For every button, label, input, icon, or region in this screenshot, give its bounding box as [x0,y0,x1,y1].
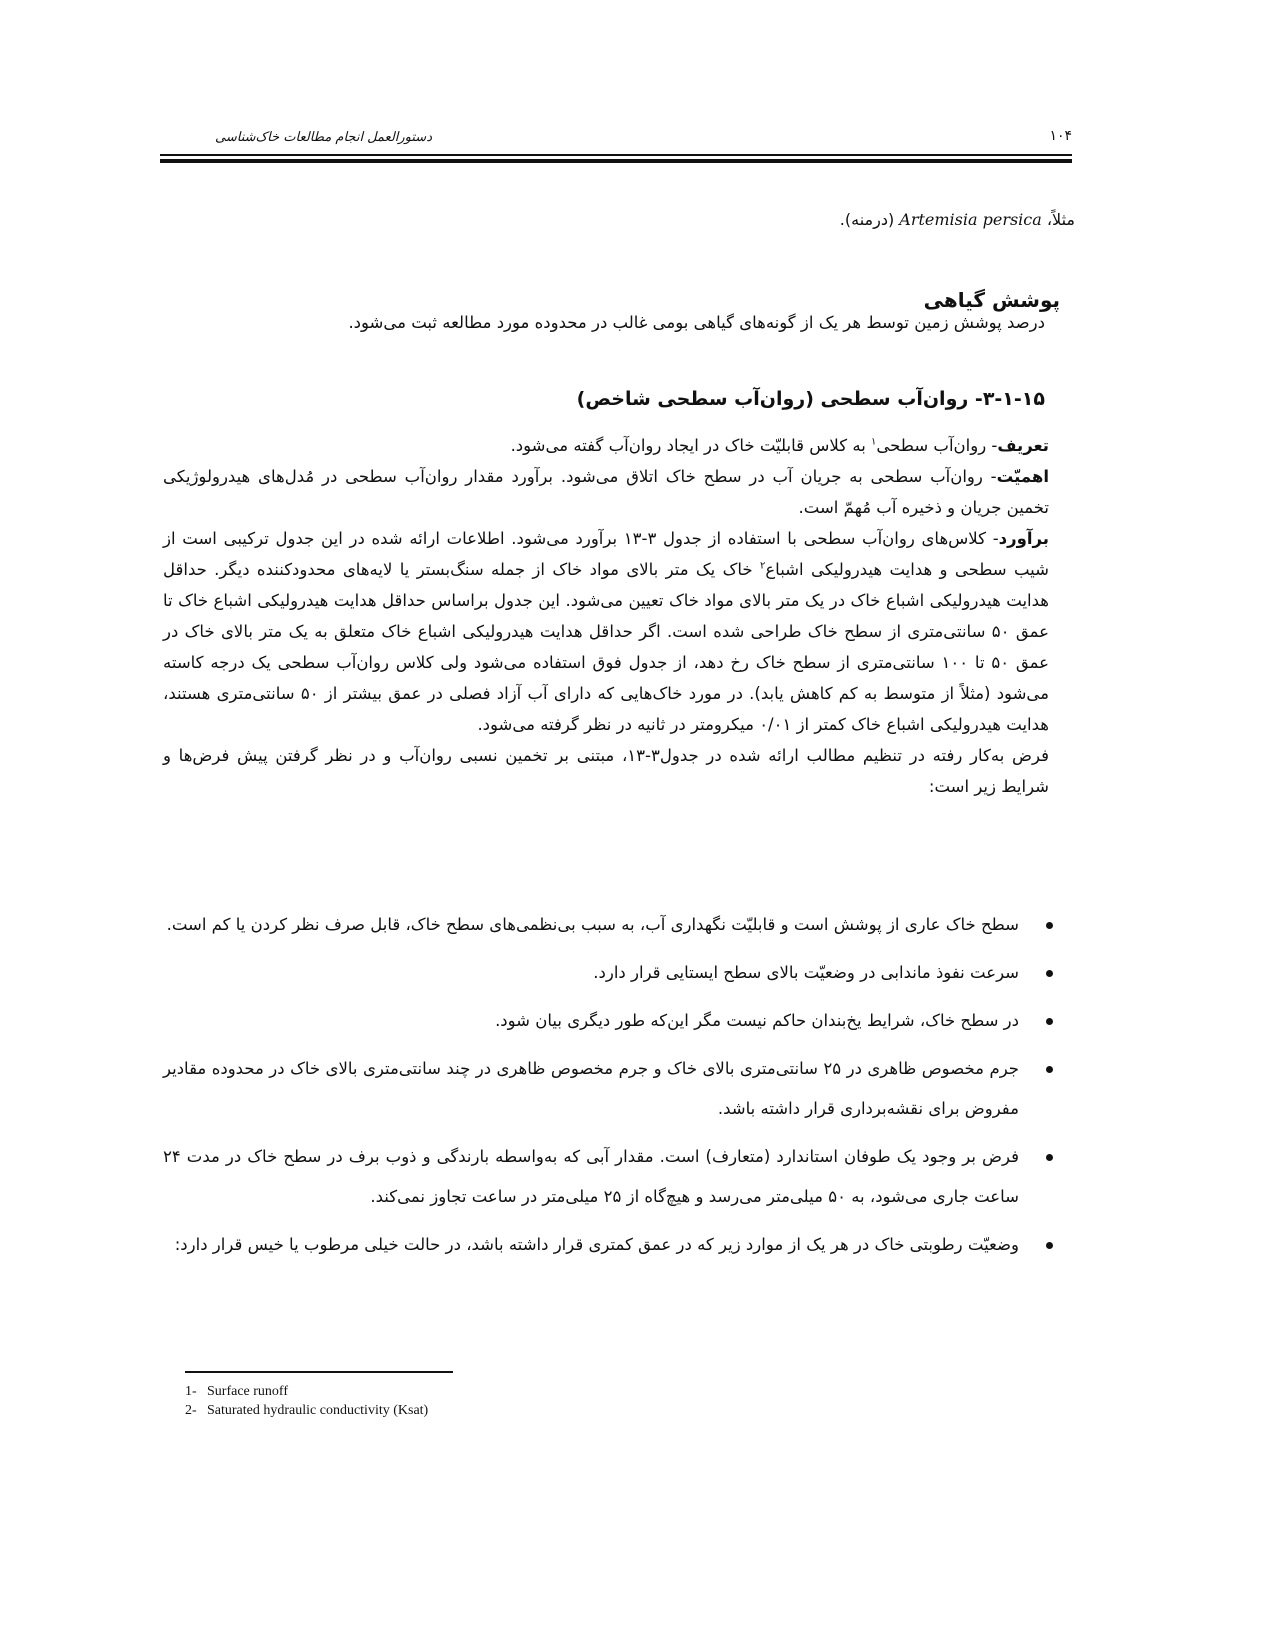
page-number: ۱۰۴ [1049,128,1072,144]
list-item-text: جرم مخصوص ظاهری در ۲۵ سانتی‌متری بالای خاک و جرم مخصوص ظاهری در چند سانتی‌متری بالای خاک در محدوده مقادیر مفروض برای نقشه‌برداری قرار داشته باشد. [163,1059,1019,1118]
importance-lead: اهمیّت [996,467,1049,486]
footnote-number: 2- [185,1403,197,1418]
assumption-list [163,905,1075,1273]
importance-text: - روان‌آب سطحی به جریان آب در سطح خاک اتلاق می‌شود. برآورد مقدار روان‌آب سطحی در مُدل‌های هیدرولوژیکی تخمین جریان و ذخیره آب مُهمّ است. [163,467,1049,517]
list-item-text: فرض بر وجود یک طوفان استاندارد (متعارف) است. مقدار آبی که به‌واسطه بارندگی و ذوب برف در سطح خاک در مدت ۲۴ ساعت جاری می‌شود، به ۵۰ میلی‌متر می‌رسد و هیچ‌گاه از ۲۵ میلی‌متر در ساعت تجاوز نمی‌کند. [163,1147,1019,1206]
definition-text-b: به کلاس قابلیّت خاک در ایجاد روان‌آب گفته می‌شود. [510,436,872,455]
footnotes [185,1382,785,1420]
example-prefix: مثلاً، [1041,210,1075,229]
bullet-icon [1046,1242,1053,1249]
list-item [163,905,1075,945]
bullet-icon [1046,1018,1053,1025]
estimation-text-b: خاک یک متر بالای مواد خاک از جمله سنگ‌بستر یا لایه‌های محدودکننده دیگر. حداقل هدایت هیدرولیکی اشباع خاک در یک متر بالای مواد خاک تعیین می‌شود. این جدول براساس حداقل هدایت هیدرولیکی اشباع خاک تا عمق ۵۰ سانتی‌متری از سطح خاک طراحی شده است. اگر حداقل هدایت هیدرولیکی اشباع خاک متعلق به یک متر بالای خاک در عمق ۵۰ تا ۱۰۰ سانتی‌متری از سطح خاک رخ دهد، از جدول فوق استفاده می‌شود ولی کلاس روان‌آب سطحی یک درجه کاسته می‌شود (مثلاً از متوسط به کم کاهش یابد). در مورد خاک‌هایی که دارای آب آزاد فصلی در عمق بیشتر از ۵۰ سانتی‌متری هستند، هدایت هیدرولیکی اشباع خاک کمتر از ۰/۰۱ میکرومتر در ثانیه در نظر گرفته می‌شود. [163,560,1050,734]
bullet-icon [1046,922,1053,929]
footnote-ref-2: ۲ [759,560,766,572]
definition-paragraph [163,430,1075,461]
page-header [160,120,1072,170]
assumption-paragraph: فرض به‌کار رفته در تنظیم مطالب ارائه شده در جدول۳-۱۳، مبتنی بر تخمین نسبی روان‌آب و در نظر گرفتن پیش فرض‌ها و شرایط زیر است: [163,746,1049,796]
example-line [163,210,1075,229]
bullet-icon [1046,1154,1053,1161]
footnote-ref-1: ۱ [871,436,877,448]
footnote-rule [185,1371,453,1373]
footnote-2 [185,1401,785,1420]
list-item-text: در سطح خاک، شرایط یخ‌بندان حاکم نیست مگر این‌که طور دیگری بیان شود. [495,1011,1019,1030]
list-item-text: وضعیّت رطوبتی خاک در هر یک از موارد زیر که در عمق کمتری قرار داشته باشد، در حالت خیلی مرطوب یا خیس قرار دارد: [174,1235,1019,1254]
list-item [163,953,1075,993]
section-heading: ۳-۱-۱۵- روان‌آب سطحی (روان‌آب سطحی شاخص) [576,388,1045,410]
definition-lead: تعریف [997,436,1049,455]
vegetation-description: درصد پوشش زمین توسط هر یک از گونه‌های گیاهی بومی غالب در محدوده مورد مطالعه ثبت می‌شود. [348,313,1045,332]
vegetation-heading: پوشش گیاهی [923,288,1060,312]
list-item [163,1137,1075,1217]
footnote-text: Surface runoff [207,1384,288,1399]
footnote-text: Saturated hydraulic conductivity (Ksat) [207,1403,429,1418]
footnote-1 [185,1382,785,1401]
list-item [163,1001,1075,1041]
estimation-text-a: - کلاس‌های روان‌آب سطحی با استفاده از جدول ۳-۱۳ برآورد می‌شود. اطلاعات ارائه شده در این جدول ترکیبی است از شیب سطحی و هدایت هیدرولیکی اشباع [163,529,1049,579]
list-item-text: سطح خاک عاری از پوشش است و قابلیّت نگهداری آب، به سبب بی‌نظمی‌های سطح خاک، قابل صرف نظر کردن یا کم است. [166,915,1019,934]
example-suffix: (درمنه). [839,210,900,229]
running-title: دستورالعمل انجام مطالعات خاک‌شناسی [215,130,432,145]
list-item [163,1049,1075,1129]
section-body [163,430,1075,802]
list-item-text: سرعت نفوذ ماندابی در وضعیّت بالای سطح ایستایی قرار دارد. [593,963,1019,982]
definition-text-a: - روان‌آب سطحی [876,436,998,455]
footnote-number: 1- [185,1384,197,1399]
species-name: Artemisia persica [899,210,1042,229]
bullet-icon [1046,1066,1053,1073]
header-rule-thin [160,154,1072,156]
list-item [163,1225,1075,1265]
header-rule-thick [160,159,1072,163]
estimation-lead: برآورد [998,529,1049,548]
estimation-paragraph [163,523,1075,740]
bullet-icon [1046,970,1053,977]
importance-paragraph [163,461,1075,523]
